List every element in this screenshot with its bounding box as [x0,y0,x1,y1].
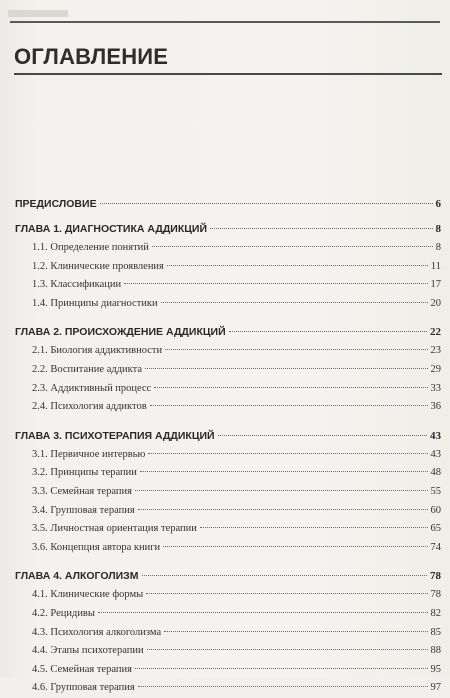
dot-leader [200,527,428,528]
toc-chapter-entry [15,566,441,586]
toc-page-number: 60 [430,504,441,516]
toc-chapter-entry [15,219,441,239]
toc-page-number: 48 [430,467,441,479]
toc-page-number: 78 [430,570,441,583]
toc-section-entry [15,446,441,465]
toc-page-number: 43 [430,448,441,460]
dot-leader [138,509,428,510]
dot-leader [152,246,433,247]
dot-leader [135,490,428,491]
toc-entry-title: ГЛАВА 2. ПРОИСХОЖДЕНИЕ АДДИКЦИЙ [15,326,226,339]
toc-entry-title: 3.3. Семейная терапия [32,485,132,497]
toc-entry-title: ГЛАВА 4. АЛКОГОЛИЗМ [15,570,139,583]
toc-page-number: 33 [430,382,441,394]
toc-section-entry [15,258,441,277]
toc-section-entry [15,239,441,258]
dot-leader [140,471,428,472]
toc-page-number: 43 [430,429,441,442]
toc-entry-title: 1.3. Классификации [32,279,122,291]
toc-entry-title: 4.2. Рецидивы [32,607,95,619]
toc-section-entry [15,661,441,680]
top-rule [10,21,440,23]
toc-entry-title: 1.4. Принципы диагностики [32,297,158,309]
dot-leader [148,453,427,454]
dot-leader [218,435,427,436]
dot-leader [98,612,428,613]
toc-entry-title: ГЛАВА 3. ПСИХОТЕРАПИЯ АДДИКЦИЙ [15,429,215,442]
toc-section-entry [15,464,441,483]
toc-entry-title: 2.4. Психология аддиктов [32,401,147,413]
toc-page-number: 74 [430,541,441,553]
toc-entry-title: 3.4. Групповая терапия [32,504,135,516]
toc-page-number: 23 [430,345,441,357]
dot-leader [163,546,427,547]
dot-leader [124,283,427,284]
toc-entry-title: 2.2. Воспитание аддикта [32,363,142,375]
toc-entry-title: ГЛАВА 1. ДИАГНОСТИКА АДДИКЦИЙ [15,223,208,235]
toc-section-entry [15,295,441,314]
toc-page-number: 85 [430,626,441,638]
toc-entry-title: 1.1. Определение понятий [32,242,149,253]
table-of-contents [15,194,441,698]
toc-entry-title: 3.6. Концепция автора книги [32,541,161,553]
toc-chapter-entry [15,426,441,446]
toc-page-number: 88 [430,645,441,657]
toc-page-number: 17 [430,279,441,291]
dot-leader [138,686,428,687]
toc-section-entry [15,361,441,380]
toc-section-entry [15,605,441,624]
toc-chapter-entry [15,194,441,214]
toc-page-number: 95 [430,663,441,675]
toc-entry-title: 4.5. Семейная терапия [32,663,132,675]
toc-section-entry [15,380,441,399]
toc-page-number: 97 [430,682,441,694]
toc-entry-title: 3.2. Принципы терапии [32,467,137,479]
dot-leader [100,203,433,204]
toc-entry-title: ПРЕДИСЛОВИЕ [15,198,97,210]
dot-leader [150,405,428,406]
toc-page-number: 78 [430,589,441,601]
dot-leader [164,631,427,632]
dot-leader [147,649,428,650]
toc-entry-title: 3.5. Личностная ориентация терапии [32,523,197,535]
toc-section-entry [15,539,441,558]
page-title: ОГЛАВЛЕНИЕ [14,44,169,69]
toc-entry-title: 2.3. Аддиктивный процесс [32,382,152,394]
dot-leader [165,349,427,350]
toc-section-entry [15,398,441,417]
dot-leader [146,593,427,594]
dot-leader [145,368,428,369]
toc-page-number: 8 [435,242,441,253]
toc-page-number: 6 [435,198,441,210]
toc-page-number: 55 [430,485,441,497]
toc-section-entry [15,679,441,698]
toc-section-entry [15,520,441,539]
toc-entry-title: 4.4. Этапы психотерапии [32,645,144,657]
toc-section-entry [15,642,441,661]
toc-entry-title: 2.1. Биология аддиктивности [32,345,163,357]
toc-page-number: 65 [430,523,441,535]
toc-page-number: 22 [430,326,441,339]
toc-entry-title: 4.6. Групповая терапия [32,682,135,694]
toc-entry-title: 1.2. Клинические проявления [32,260,164,272]
dot-leader [161,302,428,303]
toc-entry-title: 3.1. Первичное интервью [32,448,146,460]
toc-page-number: 8 [435,223,441,235]
toc-section-entry [15,483,441,502]
toc-section-entry [15,502,441,521]
toc-entry-title: 4.3. Психология алкоголизма [32,626,162,638]
toc-page-number: 36 [430,401,441,413]
toc-section-entry [15,276,441,295]
toc-page-number: 20 [430,297,441,309]
dot-leader [167,265,428,266]
dot-leader [154,387,427,388]
toc-page-number: 11 [430,260,441,272]
toc-entry-title: 4.1. Клинические формы [32,589,144,601]
title-rule [14,73,442,75]
dot-leader [135,668,428,669]
running-header-mark [8,10,68,17]
dot-leader [210,228,432,229]
toc-page-number: 82 [430,607,441,619]
dot-leader [229,331,427,332]
toc-section-entry [15,624,441,643]
toc-section-entry [15,586,441,605]
toc-section-entry [15,342,441,361]
dot-leader [142,575,428,576]
toc-page-number: 29 [430,363,441,375]
toc-chapter-entry [15,322,441,342]
